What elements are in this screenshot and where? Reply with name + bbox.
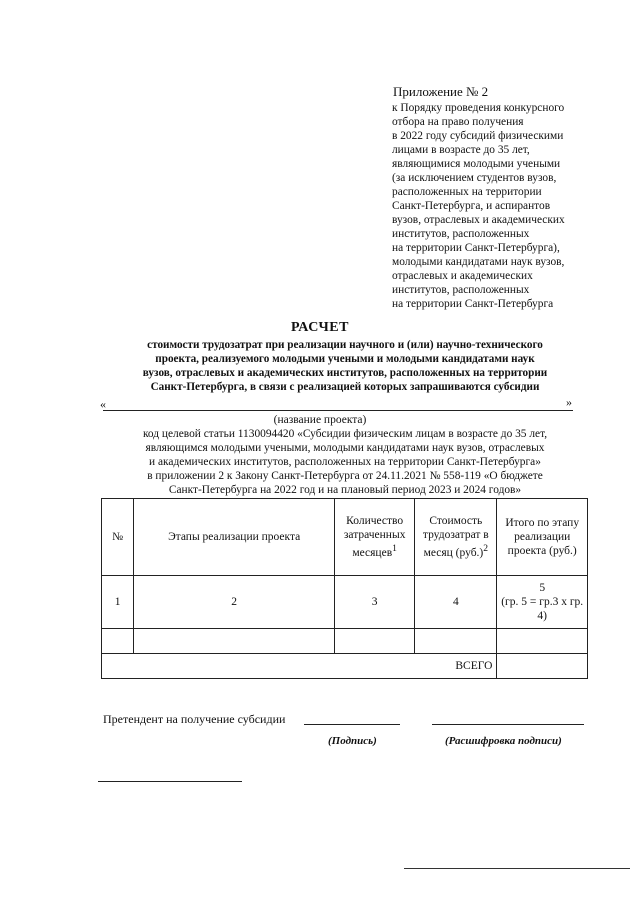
total-value-cell[interactable] bbox=[497, 654, 588, 679]
col-number: 4 bbox=[415, 576, 497, 629]
column-number-row bbox=[102, 576, 588, 629]
annex-line: (за исключением студентов вузов, bbox=[392, 172, 557, 184]
table-cell[interactable] bbox=[415, 629, 497, 654]
footnote-ref: 1 bbox=[392, 543, 397, 555]
quote-close: » bbox=[566, 395, 572, 409]
stages-table bbox=[101, 498, 588, 679]
header-stages: Этапы реализации проекта bbox=[134, 499, 335, 576]
table-row bbox=[102, 629, 588, 654]
scan-artifact-line bbox=[404, 868, 630, 869]
project-name-field[interactable] bbox=[103, 398, 573, 411]
annex-line: институтов, расположенных bbox=[392, 228, 530, 240]
col-number: 3 bbox=[335, 576, 415, 629]
total-label: ВСЕГО bbox=[102, 654, 497, 679]
annex-line: институтов, расположенных bbox=[392, 284, 530, 296]
annex-line: вузов, отраслевых и академических bbox=[392, 214, 565, 226]
code-line: Санкт-Петербурга на 2022 год и на плановый период 2023 и 2024 годов» bbox=[168, 484, 522, 496]
annex-line: на территории Санкт-Петербурга), bbox=[392, 242, 560, 254]
code-line: и академических институтов, расположенных на территории Санкт-Петербурга» bbox=[149, 456, 541, 468]
subtitle-line: стоимости трудозатрат при реализации научного и (или) научно-технического bbox=[147, 339, 543, 351]
annex-line: на территории Санкт-Петербурга bbox=[392, 298, 554, 310]
code-line: являющимся молодыми учеными, молодыми кандидатами наук вузов, отраслевых bbox=[145, 442, 545, 454]
table-cell[interactable] bbox=[497, 629, 588, 654]
annex-line: лицами в возрасте до 35 лет, bbox=[392, 144, 530, 156]
code-line: в приложении 2 к Закону Санкт-Петербурга от 24.11.2021 № 558-119 «О бюджете bbox=[147, 470, 543, 482]
code-line: код целевой статьи 1130094420 «Субсидии физическим лицам в возрасте до 35 лет, bbox=[142, 428, 548, 440]
col-number-formula: 5 (гр. 5 = гр.3 х гр. 4) bbox=[497, 576, 588, 629]
signature-decode-hint: (Расшифровка подписи) bbox=[445, 735, 562, 747]
table-cell[interactable] bbox=[134, 629, 335, 654]
annex-line: отбора на право получения bbox=[392, 116, 524, 128]
table-header-row bbox=[102, 499, 588, 576]
signature-hint: (Подпись) bbox=[328, 735, 377, 747]
quote-open: « bbox=[100, 397, 106, 411]
footnote-separator bbox=[98, 781, 242, 782]
annex-line: отраслевых и академических bbox=[392, 270, 533, 282]
annex-line: молодыми кандидатами наук вузов, bbox=[392, 256, 565, 268]
total-row bbox=[102, 654, 588, 679]
header-months: Количество затраченных месяцев$^1$ bbox=[335, 499, 415, 576]
subtitle-line: вузов, отраслевых и академических институтов, расположенных на территории bbox=[142, 367, 548, 379]
annex-title: Приложение № 2 bbox=[393, 84, 489, 99]
col-number: 2 bbox=[134, 576, 335, 629]
table-cell[interactable] bbox=[335, 629, 415, 654]
annex-line: в 2022 году субсидий физическими bbox=[392, 130, 564, 142]
header-num: № bbox=[102, 499, 134, 576]
annex-line: Санкт-Петербурга, и аспирантов bbox=[392, 200, 551, 212]
document-title: РАСЧЕТ bbox=[291, 320, 349, 335]
subtitle-line: проекта, реализуемого молодыми учеными и молодыми кандидатами наук bbox=[155, 353, 535, 365]
header-cost: Стоимость трудозатрат в месяц $(руб.)^2$ bbox=[415, 499, 497, 576]
annex-line: являющимися молодыми учеными bbox=[392, 158, 561, 170]
footnote-ref: 2 bbox=[483, 543, 489, 555]
subtitle-line: Санкт-Петербурга, в связи с реализацией которых запрашиваются субсидии bbox=[150, 381, 540, 393]
signature-decode-field[interactable] bbox=[432, 724, 584, 725]
col-number: 1 bbox=[102, 576, 134, 629]
signature-field[interactable] bbox=[304, 724, 400, 725]
annex-line: к Порядку проведения конкурсного bbox=[392, 102, 565, 114]
applicant-label: Претендент на получение субсидии bbox=[103, 712, 286, 726]
table-cell[interactable] bbox=[102, 629, 134, 654]
header-total: Итого по этапу реализации проекта (руб.) bbox=[497, 499, 588, 576]
project-name-hint: (название проекта) bbox=[273, 414, 367, 426]
annex-line: расположенных на территории bbox=[392, 186, 542, 198]
